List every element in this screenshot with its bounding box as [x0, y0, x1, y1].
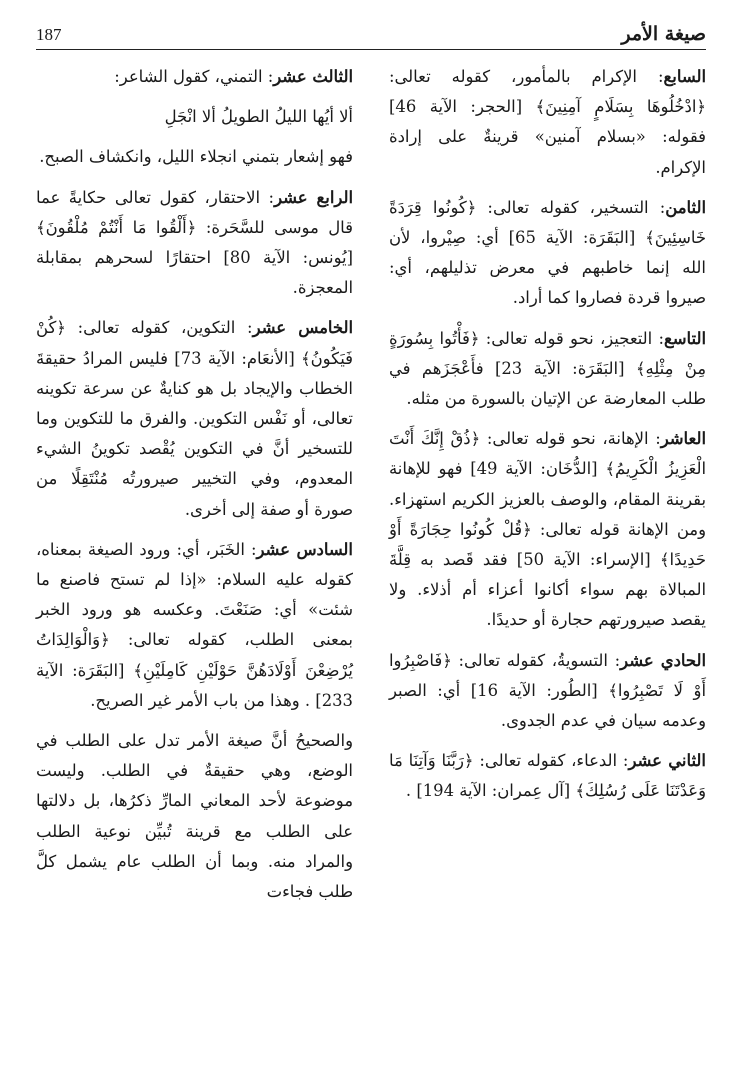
- paragraph: [389, 193, 706, 314]
- paragraph-term: الثالث عشر: [273, 67, 353, 86]
- paragraph-text: : التمني، كقول الشاعر:: [114, 67, 274, 86]
- paragraph: [36, 183, 353, 304]
- paragraph-term: الخامس عشر: [252, 318, 354, 338]
- paragraph-term: التاسع: [664, 328, 706, 348]
- paragraph: [36, 62, 353, 92]
- paragraph-text: والصحيحُ أنَّ صيغة الأمر تدل على الطلب في الوضع، وهي حقيقةٌ في الطلب. وليست موضوعة لأحد المعاني المارِّ ذكرُها، بل دلالتها على الطلب مع قرينة تُبيِّن نوعية الطلب والمراد منه. وبما أن الطلب عام يشمل كلَّ طلب فجاءت: [36, 731, 353, 902]
- paragraph-text: ألا أيُها الليلُ الطويلُ ألا انْجَلِ: [164, 107, 353, 127]
- paragraph: [389, 746, 706, 806]
- paragraph-text: : الاحتقار، كقول تعالى حكايةً عما قال موسى للسَّحَرة: ﴿أَلْقُوا مَا أَنْتُمْ مُلْقُونَ﴾ [يُونس: الآية 80] احتقارًا لسحرهم بمقابلة المعجزة.: [36, 187, 354, 298]
- paragraph-text: : التكوين، كقوله تعالى: ﴿كُنْ فَيَكُونُ﴾ [الأنعَام: الآية 73] فليس المرادُ حقيقةَ الخطاب والإيجاد بل هو كنايةٌ عن سرعة تكوينه تعالى، أو نَفْس التكوين. والفرق ما للتكوين وما للتسخير أنَّ في التكوين يُقْصد تكوينُ الشيء المعدوم، وفي التخيير صيرورتُه مُنْتَقِلًا من صورة أو صفة إلى أخرى.: [36, 318, 353, 519]
- paragraph: [389, 646, 706, 737]
- left-column: [36, 62, 353, 1064]
- text-columns: [36, 62, 706, 1064]
- paragraph: [389, 62, 706, 183]
- verse-line: [36, 102, 353, 132]
- paragraph-text: : التسويةُ، كقوله تعالى: ﴿فَاصْبِرُوا أَوْ لَا تَصْبِرُوا﴾ [الطُور: الآية 16] أي: الصبر وعدمه سيان في عدم الجدوى.: [389, 650, 706, 731]
- paragraph-text: : الإهانة، نحو قوله تعالى: ﴿ذُقْ إِنَّكَ أَنْتَ الْعَزِيزُ الْكَرِيمُ﴾ [الدُّخَان: الآية 49] فهو للإهانة بقرينة المقام، والوصف بالعزيز الكريم استهزاء. ومن الإهانة قوله تعالى: ﴿قُلْ كُونُوا حِجَارَةً أَوْ حَدِيدًا﴾ [الإسراء: الآية 50] فقد قَصد به قِلَّةَ المبالاة بهم سواء أكانوا أعزاء أم أذلاء. ولا يقصد صيرورتهم حجارة أو حديدًا.: [389, 429, 706, 630]
- paragraph: [36, 313, 353, 524]
- paragraph-text: : الدعاء، كقوله تعالى: ﴿رَبَّنَا وَآتِنَا مَا وَعَدْتَنَا عَلَى رُسُلِكَ﴾ [آل عِمران: الآية 194] .: [389, 751, 706, 801]
- running-head: [36, 14, 706, 50]
- paragraph-text: : التعجيز، نحو قوله تعالى: ﴿فَأْتُوا بِسُورَةٍ مِنْ مِثْلِهِ﴾ [البَقَرَة: الآية 23] فأَعْجَزَهم في طلب المعارضة عن الإتيان بالسورة من مثله.: [389, 328, 706, 409]
- paragraph-term: الرابع عشر: [274, 187, 353, 207]
- paragraph-text: فهو إشعار بتمني انجلاء الليل، وانكشاف الصبح.: [39, 147, 353, 167]
- paragraph-text: : الخَبَر، أي: ورود الصيغة بمعناه، كقوله عليه السلام: «إذا لم تستح فاصنع ما شئت» أي: صَنَعْتَ. وعكسه هو ورود الخبر بمعنى الطلب، كقوله تعالى: ﴿وَالْوَالِدَاتُ يُرْضِعْنَ أَوْلَادَهُنَّ حَوْلَيْنِ كَامِلَيْنِ﴾ [البَقَرَة: الآية 233] . وهذا من باب الأمر غير الصريح.: [36, 539, 353, 710]
- paragraph-text: : الإكرام بالمأمور، كقوله تعالى: ﴿ادْخُلُوهَا بِسَلَامٍ آمِنِينَ﴾ [الحجر: الآية 46] فقوله: «بسلام آمنين» قرينةٌ على إرادة الإكرام.: [389, 67, 706, 177]
- paragraph-term: السادس عشر: [256, 539, 353, 559]
- paragraph: [36, 535, 353, 716]
- paragraph: [36, 726, 353, 907]
- paragraph-term: الثاني عشر: [628, 751, 706, 771]
- paragraph-term: الحادي عشر: [620, 650, 706, 670]
- paragraph-term: الثامن: [665, 197, 706, 217]
- paragraph-term: السابع: [663, 67, 706, 86]
- running-title: صيغة الأمر: [621, 23, 706, 45]
- right-column: [389, 62, 706, 1064]
- paragraph: [36, 142, 353, 172]
- paragraph: [389, 324, 706, 415]
- page-number: 187: [36, 25, 62, 44]
- paragraph: [389, 424, 706, 635]
- paragraph-term: العاشر: [660, 429, 706, 449]
- paragraph-text: : التسخير، كقوله تعالى: ﴿كُونُوا قِرَدَةً خَاسِئِينَ﴾ [البَقَرَة: الآية 65] أي: صِيْروا، لأن الله إنما خاطبهم في معرض تذليلهم، أي: صيروا قردة فصاروا كما أراد.: [389, 197, 706, 308]
